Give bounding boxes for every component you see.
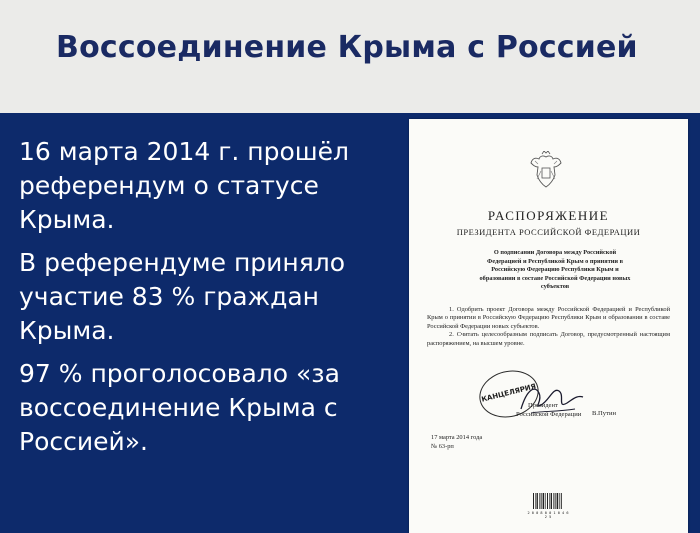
decree-body [427,306,670,348]
paragraph-participation: В референдуме приняло участие 83 % граждан Крыма. [19,248,346,345]
signatory-name: В.Путин [592,410,617,417]
signatory-title-line-1: Президент [528,402,558,409]
paragraph-referendum-date: 16 марта 2014 г. прошёл референдум о статусе Крыма. [19,137,349,234]
decree-date-block [431,433,482,451]
decree-document-image [409,119,688,533]
slide-text-block [19,135,399,468]
slide-content-panel [0,113,700,533]
double-headed-eagle-emblem-icon [529,151,563,191]
signatory-title [516,401,581,419]
decree-subheading: ПРЕЗИДЕНТА РОССИЙСКОЙ ФЕДЕРАЦИИ [456,227,641,237]
slide-title: Воссоединение Крыма с Россией [56,30,638,65]
signatory-title-line-2: Российской Федерации [516,411,582,418]
barcode-icon [533,493,563,509]
decree-heading: РАСПОРЯЖЕНИЕ [487,208,610,223]
stamp-label: КАНЦЕЛЯРИЯ [480,382,537,404]
decree-clause-1: 1. Одобрить проект Договора между Российской Федерацией и Республикой Крым о принятии в Российскую Федерацию Республики Крым и образовании в составе Российской Федерации новых субъектов. [427,306,670,330]
paragraph-vote-result: 97 % проголосовало «за воссоединение Крыма с Россией». [19,359,340,456]
decree-date: 17 марта 2014 года [431,434,483,441]
decree-subject: О подписании Договора между Российской Федерацией и Республикой Крым о принятии в Российскую Федерацию Республики Крым и образовании в составе Российской Федерации новых субъектов [479,249,631,291]
slide-header [0,0,700,113]
barcode-number: 2 0 0 8 0 0 1 0 4 6 2 5 [527,511,569,519]
decree-number: № 63-рп [431,443,454,450]
decree-clause-2: 2. Считать целесообразным подписать Договор, предусмотренный настоящим распоряжением, на высшем уровне. [427,331,670,347]
